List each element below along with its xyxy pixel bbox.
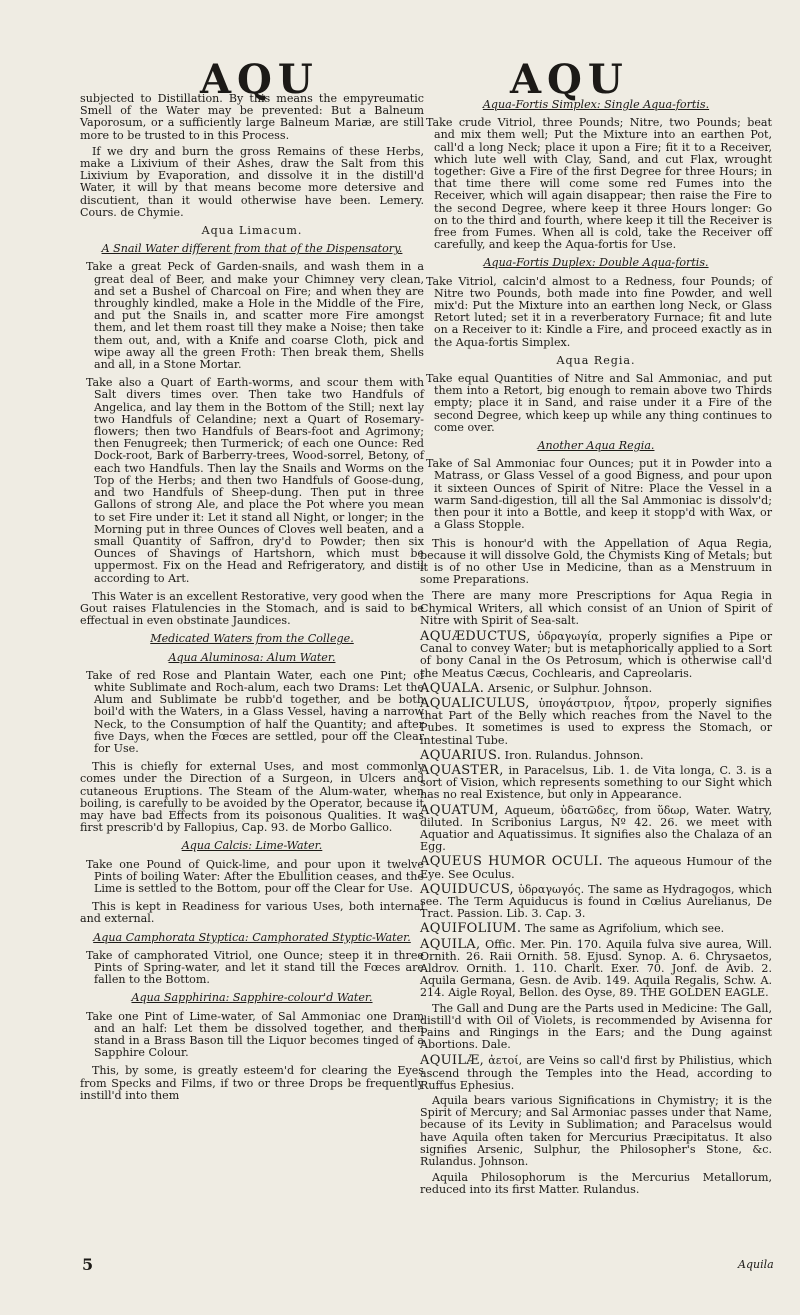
entry-headword: AQUALA. xyxy=(420,680,485,696)
entry-headword: AQUASTER, xyxy=(420,762,504,778)
dictionary-entry xyxy=(420,881,772,921)
entry-headword: AQUILÆ, xyxy=(420,1053,485,1069)
body-paragraph: This is kept in Readiness for various Uses, both internal and external. xyxy=(80,900,424,926)
dictionary-entry xyxy=(420,628,772,680)
recipe-paragraph: Take one Pound of Quick-lime, and pour upon it twelve Pints of boiling Water: After the Ebullition ceases, and the Lime is settled to the Bottom, pour off the Clear for Use. xyxy=(86,857,424,895)
recipe-paragraph: Take also a Quart of Earth-worms, and scour them with Salt divers times over. Then take two Handfuls of Angelica, and lay them in the Bottom of the Still; next lay two Handfuls of Celandine; next a Quart of Rosemary-flowers; then two Handfuls of Bears-foot and Agrimony; then Fenugreek; then Turmerick; of each one Ounce: Red Dock-root, Bark of Barberry-trees, Wood-sorrel, Betony, of each two Handfuls. Then lay the Snails and Worms on the Top of the Herbs; and then two Handfuls of Goose-dung, and two Handfuls of Sheep-dung. Then put in three Gallons of strong Ale, and place the Pot where you mean to set Fire under it: Let it stand all Night, or longer; in the Morning put in three Ounces of Cloves well beaten, and a small Quantity of Saffron, dry'd to Powder; then six Ounces of Shavings of Hartshorn, which must be uppermost. Fix on the Head and Refrigeratory, and distil according to Art. xyxy=(86,376,424,585)
recipe-paragraph: Take of Sal Ammoniac four Ounces; put it in Powder into a Matrass, or Glass Vessel of a good Bigness, and pour upon it sixteen Ounces of Spirit of Nitre: Place the Vessel in a warm Sand-digestion, till all the Sal Ammoniac is dissolv'd; then pour it into a Bottle, and keep it stopp'd with Wax, or a Glass Stopple. xyxy=(426,457,772,532)
left-column xyxy=(80,93,424,1106)
entry-text: Aqueum, ὑδατῶδες, from ὕδωρ, Water. Watry, diluted. In Scribonius Largus, Nº 42. 26. we meet with Aquatior and Aquatissimus. It signifies also the Chalaza of an Egg. xyxy=(420,803,772,854)
recipe-paragraph: Take one Pint of Lime-water, of Sal Ammoniac one Dram and an half: Let them be dissolved together, and then stand in a Brass Bason till the Liquor becomes tinged of a Sapphire Colour. xyxy=(86,1009,424,1060)
entry-headword: AQUIDUCUS, xyxy=(420,881,514,897)
entry-text: in Paracelsus, Lib. 1. de Vita longa, C. 3. is a sort of Vision, which represents something to our Sight which has no real Existence, but only in Appearance. xyxy=(420,763,772,802)
body-paragraph: subjected to Distillation. By this means the empyreumatic Smell of the Water may be prevented: But a Balneum Vaporosum, or a sufficiently large Balneum Mariæ, are still more to be trusted to in this Process. xyxy=(80,92,424,142)
section-heading: Aqua Sapphirina: Sapphire-colour'd Water. xyxy=(131,991,373,1005)
dictionary-entry xyxy=(420,936,772,1000)
section-heading: Aqua-Fortis Duplex: Double Aqua-fortis. xyxy=(483,256,709,270)
running-head-right: AQU xyxy=(510,56,629,103)
entry-headword: AQUALICULUS, xyxy=(420,695,530,711)
entry-text: ὑδραγωγός. The same as Hydragogos, which see. The Term Aquiducus is found in Cœlius Aurelianus, De Tract. Passion. Lib. 3. Cap. 3. xyxy=(420,882,772,921)
body-paragraph: There are many more Prescriptions for Aqua Regia in Chymical Writers, all which consist of an Union of Spirit of Nitre with Spirit of Sea-salt. xyxy=(420,589,772,627)
entry-text: ὑπογάστριον, ἦτρον, properly signifies that Part of the Belly which reaches from the Navel to the Pubes. It sometimes is used to express the Stomach, or intestinal Tube. xyxy=(420,696,772,747)
entry-text: Arsenic, or Sulphur. Johnson. xyxy=(484,681,653,695)
dictionary-entry xyxy=(420,695,772,747)
body-paragraph: Aquila Philosophorum is the Mercurius Metallorum, reduced into its first Matter. Rulandus. xyxy=(420,1171,772,1197)
recipe-paragraph: Take of camphorated Vitriol, one Ounce; steep it in three Pints of Spring-water, and let it stand till the Fœces are fallen to the Bottom. xyxy=(86,948,424,987)
entry-headword: AQUILA, xyxy=(420,936,481,952)
section-heading: Aqua-Fortis Simplex: Single Aqua-fortis. xyxy=(482,98,710,111)
body-paragraph: This, by some, is greatly esteem'd for clearing the Eyes from Specks and Films, if two or three Drops be frequently instill'd into them xyxy=(80,1064,424,1102)
recipe-paragraph: Take Vitriol, calcin'd almost to a Redness, four Pounds; of Nitre two Pounds, both made into fine Powder, and well mix'd: Put the Mixture into an earthen long Neck, or Glass Retort luted; set it in a reverberatory Furnace; fit and lute on a Receiver to it: Kindle a Fire, and proceed exactly as in the Aqua-fortis Simplex. xyxy=(426,274,772,349)
entry-text: The aqueous Humour of the Eye. See Oculus. xyxy=(420,855,772,881)
body-paragraph: The Gall and Dung are the Parts used in Medicine: The Gall, distill'd with Oil of Violets, is recommended by Avisenna for Pains and Ringings in the Ears; and the Dung against Abortions. Dale. xyxy=(420,1001,772,1052)
entry-text: ἀετοί, are Veins so call'd first by Philistius, which ascend through the Temples into the Head, according to Ruffus Ephesius. xyxy=(420,1054,772,1092)
section-heading: Aqua Camphorata Styptica: Camphorated Styptic-Water. xyxy=(93,930,411,944)
entry-headword: AQUATUM, xyxy=(420,802,499,818)
recipe-paragraph: Take a great Peck of Garden-snails, and wash them in a great deal of Beer, and make your Chimney very clean, and set a Bushel of Charcoal on Fire; and when they are throughly kindled, make a Hole in the Middle of the Fire, and put the Snails in, and scatter more Fire amongst them, and let them roast till they make a Noise; then take them out, and, with a Knife and coarse Cloth, pick and wipe away all the green Froth: Then break them, Shells and all, in a Stone Mortar. xyxy=(86,260,424,372)
recipe-paragraph: Take equal Quantities of Nitre and Sal Ammoniac, and put them into a Retort, big enough to remain above two Thirds empty; place it in Sand, and raise under it a Fire of the second Degree, which keep up while any thing continues to come over. xyxy=(426,372,772,434)
running-head-left: AQU xyxy=(200,56,319,103)
entry-headword: AQUEUS HUMOR OCULI. xyxy=(420,854,603,870)
section-heading: Aqua Aluminosa: Alum Water. xyxy=(168,650,336,664)
entry-text: The same as Agrifolium, which see. xyxy=(521,922,725,936)
section-heading: A Snail Water different from that of the Dispensatory. xyxy=(101,242,403,256)
entry-text: ὑδραγωγία, properly signifies a Pipe or Canal to convey Water; but is metaphorically applied to a Sort of bony Canal in the Os Petrosum, which is otherwise call'd the Meatus Cæcus, Cochlearis, and Capreolaris. xyxy=(420,629,772,680)
body-paragraph: This Water is an excellent Restorative, very good when the Gout raises Flatulencies in the Stomach, and is said to be effectual in even obstinate Jaundices. xyxy=(80,589,424,628)
recipe-paragraph: Take crude Vitriol, three Pounds; Nitre, two Pounds; beat and mix them well; Put the Mixture into an earthen Pot, call'd a long Neck; place it upon a Fire; fit it to a Receiver, which lute well with Clay, Sand, and cut Flax, wrought together: Give a Fire of the first Degree for three Hours; in that time there will come some red Fumes into the Receiver, which will again disappear; then raise the Fire to the second Degree, where keep it three Hours longer: Go on to the third and fourth, where keep it till the Receiver is free from Fumes. When all is cold, take the Receiver off carefully, and keep the Aqua-fortis for Use. xyxy=(426,116,772,252)
body-paragraph: Aquila bears various Significations in Chymistry; it is the Spirit of Mercury; and Sal Armoniac passes under that Name, because of its Levity in Sublimation; and Paracelsus would have Aquila often taken for Mercurius Præcipitatus. It also signifies Arsenic, Sulphur, the Philosopher's Stone, &c. Rulandus. Johnson. xyxy=(420,1094,772,1169)
section-heading: Aqua Limacum. xyxy=(201,224,303,238)
dictionary-entry xyxy=(420,680,772,696)
entry-headword: AQUARIUS. xyxy=(420,747,502,763)
entry-headword: AQUÆDUCTUS, xyxy=(420,628,531,644)
dictionary-entry xyxy=(420,747,772,763)
entry-headword: AQUIFOLIUM. xyxy=(420,921,522,937)
recipe-paragraph: Take of red Rose and Plantain Water, each one Pint; of white Sublimate and Roch-alum, each two Drams: Let the Alum and Sublimate be rubb'd together, and be both boil'd with the Waters, in a Glass Vessel, having a narrow Neck, to the Consumption of half the Quantity; and after five Days, when the Fœces are settled, pour off the Clear for Use. xyxy=(86,668,424,755)
dictionary-entry xyxy=(420,923,772,935)
body-paragraph: If we dry and burn the gross Remains of these Herbs, make a Lixivium of their Ashes, draw the Salt from this Lixivium by Evaporation, and dissolve it in the distill'd Water, it will by that means become more detersive and discutient, than it would otherwise have been. Lemery. Cours. de Chymie. xyxy=(80,144,424,219)
dictionary-entry xyxy=(420,856,772,880)
dictionary-entry xyxy=(420,1055,772,1092)
section-heading: Medicated Waters from the College. xyxy=(150,632,354,646)
section-heading: Aqua Regia. xyxy=(556,353,636,367)
page-number: 5 xyxy=(82,1255,94,1274)
entry-text: Iron. Rulandus. Johnson. xyxy=(501,748,644,762)
section-heading: Another Aqua Regia. xyxy=(537,439,655,453)
entry-text: Offic. Mer. Pin. 170. Aquila fulva sive aurea, Will. Ornith. 26. Raii Ornith. 58. Ejusd. Synop. A. 6. Chrysaetos, Aldrov. Ornith. 1. 110. Charlt. Exer. 70. Jonf. de Avib. 2. Aquila Germana, Gesn. de Avib. 149. Aquila Regalis, Schw. A. 214. Aigle Royal, Bellon. des Oyse, 89. THE GOLDEN EAGLE. xyxy=(420,937,772,1000)
dictionary-entry xyxy=(420,802,772,854)
section-heading: Aqua Calcis: Lime-Water. xyxy=(181,839,323,853)
catchword: Aquila xyxy=(738,1258,774,1271)
body-paragraph: This is chiefly for external Uses, and most commonly comes under the Direction of a Surgeon, in Ulcers and cutaneous Eruptions. The Steam of the Alum-water, when boiling, is carefully to be avoided by the Operator, because it may have bad Effects from its poisonous Qualities. It was first prescrib'd by Fallopius, Cap. 93. de Morbo Gallico. xyxy=(80,760,424,835)
dictionary-entry xyxy=(420,762,772,802)
body-paragraph: This is honour'd with the Appellation of Aqua Regia, because it will dissolve Gold, the Chymists King of Metals; but it is of no other Use in Medicine, than as a Menstruum in some Preparations. xyxy=(420,536,772,587)
right-column xyxy=(420,93,772,1201)
